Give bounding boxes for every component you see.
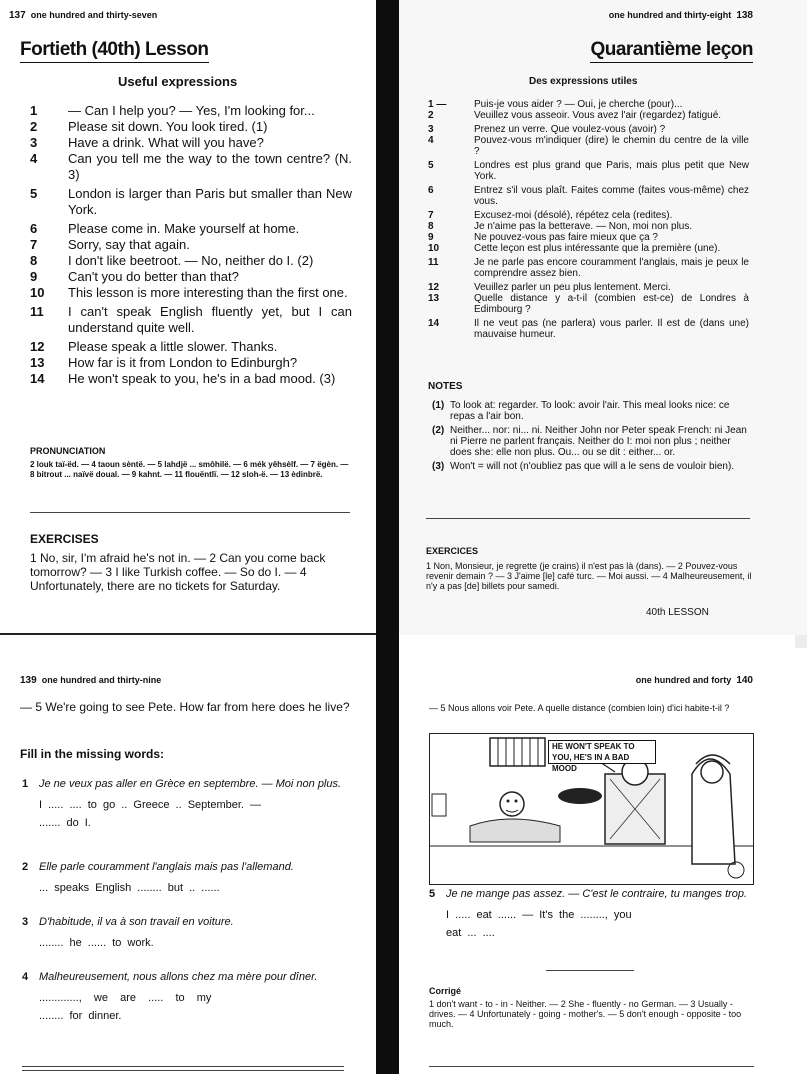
section-subtitle: Useful expressions: [118, 74, 238, 89]
list-item: 1 — Can I help you? — Yes, I'm looking for...: [30, 103, 315, 118]
note-item: (3) Won't = will not (n'oubliez pas que will a le sens de vouloir bien).: [432, 461, 735, 472]
exercices-heading: EXERCICES: [426, 546, 479, 556]
corrige-heading: Corrigé: [429, 986, 462, 996]
list-item: 2 Please sit down. You look tired. (1): [30, 119, 268, 134]
page-137: [0, 0, 376, 635]
list-item: 3 Have a drink. What will you have?: [30, 135, 264, 150]
divider: [546, 970, 634, 971]
list-item: 13 Quelle distance y a-t-il (combien est-ce) de Londres à Edimbourg ?: [428, 293, 749, 315]
lesson-tag: 40th LESSON: [646, 607, 709, 618]
page-number-words: one hundred and thirty-seven: [30, 10, 158, 20]
divider: [429, 1066, 754, 1067]
page-number: 139: [20, 675, 37, 686]
page-number-words: one hundred and thirty-nine: [41, 675, 162, 685]
exercise-intro: — 5 We're going to see Pete. How far from here does he live?: [20, 700, 350, 714]
blank-line: eat ... ....: [446, 927, 495, 939]
notes-list: [432, 400, 750, 475]
list-item: 6 Entrez s'il vous plaît. Faites comme (faites vous-même) chez vous.: [428, 185, 749, 207]
corrige-text: 1 don't want - to - in - Neither. — 2 She - fluently - no German. — 3 Usually - drives. — 4 Unfortunately - going - mother's. — 5 don't enough - opposite - too much.: [429, 999, 742, 1029]
page-bottom-edge: [0, 633, 376, 635]
cartoon-illustration: [429, 733, 754, 885]
list-item: 8 I don't like beetroot. — No, neither do I. (2): [30, 253, 314, 268]
list-item: 5 Londres est plus grand que Paris, mais plus petit que New York.: [428, 160, 749, 182]
book-gutter: [376, 0, 399, 1074]
list-item: 6 Please come in. Make yourself at home.: [30, 221, 300, 236]
speech-bubble: HE WON'T SPEAK TO YOU, HE'S IN A BAD MOOD: [548, 740, 656, 764]
exercises-heading: EXERCISES: [30, 532, 99, 546]
page-139: [0, 648, 376, 1074]
fill-item-2: 2 Elle parle couramment l'anglais mais pas l'allemand. ... speaks English ........ but .. ......: [22, 861, 347, 895]
page-number: 138: [736, 10, 753, 21]
blank-line: ........ for dinner.: [39, 1010, 122, 1022]
notes-heading: NOTES: [428, 381, 463, 392]
page-header-137: [9, 10, 157, 21]
page-number: 137: [9, 10, 26, 21]
section-subtitle-fr: Des expressions utiles: [529, 76, 638, 87]
list-item: 2 Veuillez vous asseoir. Vous avez l'air (regardez) fatigué.: [428, 110, 722, 121]
page-header-138: [609, 10, 753, 21]
page-number: 140: [736, 675, 753, 686]
fill-item-3: 3 D'habitude, il va à son travail en voiture. ........ he ...... to work.: [22, 916, 347, 950]
pronunciation-text: 2 louk taï-ëd. — 4 taoun sèntë. — 5 lahdjë ... smôhilë. — 6 mék yêhsèlf. — 7 ëgèn. — 8 bitrout ... naïvë doual. — 9 kahnt. — 11 flouëntlï. — 12 sloh-ë. — 13 èdinbrë.: [30, 460, 349, 479]
list-item: 14 He won't speak to you, he's in a bad mood. (3): [30, 371, 336, 386]
list-item: 11 Je ne parle pas encore couramment l'anglais, mais je peux le comprendre assez bien.: [428, 257, 749, 279]
divider: [426, 518, 750, 519]
blank-line: ....... do I.: [39, 817, 91, 829]
blank-line: I ..... eat ...... — It's the ........, you: [446, 909, 632, 921]
list-item: 12 Veuillez parler un peu plus lentement. Merci.: [428, 282, 671, 293]
list-item: 7 Sorry, say that again.: [30, 237, 190, 252]
list-item: 10 Cette leçon est plus intéressante que la première (une).: [428, 243, 721, 254]
list-item: 1 — Puis-je vous aider ? — Oui, je cherche (pour)...: [428, 99, 683, 110]
list-item: 13 How far is it from London to Edinburgh?: [30, 355, 298, 370]
list-item: 10 This lesson is more interesting than the first one.: [30, 285, 348, 300]
list-item: 7 Excusez-moi (désolé), répétez cela (redites).: [428, 210, 673, 221]
fill-heading: Fill in the missing words:: [20, 747, 165, 761]
divider: [30, 512, 350, 513]
page-header-139: [20, 675, 161, 686]
blank-line: ............., we are ..... to my: [39, 992, 212, 1004]
exercises-text: 1 No, sir, I'm afraid he's not in. — 2 Can you come back tomorrow? — 3 I like Turkish coffee. — So do I. — 4 Unfortunately, there are no tickets for Saturday.: [30, 551, 326, 593]
fill-item-5: 5 Je ne mange pas assez. — C'est le contraire, tu manges trop. I ..... eat ...... — It's the ........, you eat ... ....: [429, 888, 754, 940]
list-item: 4 Can you tell me the way to the town centre? (N. 3): [30, 151, 352, 182]
page-number-words: one hundred and forty: [635, 675, 732, 685]
list-item: 12 Please speak a little slower. Thanks.: [30, 339, 278, 354]
page-number-words: one hundred and thirty-eight: [608, 10, 732, 20]
expression-list-en: [30, 103, 352, 387]
divider: [22, 1070, 344, 1071]
blank-line: I ..... .... to go .. Greece .. September. —: [39, 799, 262, 811]
list-item: 4 Pouvez-vous m'indiquer (dire) le chemin du centre de la ville ?: [428, 135, 749, 157]
page-header-140: [636, 675, 753, 686]
list-item: 8 Je n'aime pas la betterave. — Non, moi non plus.: [428, 221, 693, 232]
exercices-text: 1 Non, Monsieur, je regrette (je crains) il n'est pas là (dans). — 2 Pouvez-vous revenir demain ? — 3 J'aime [le] café turc. — Moi aussi. — 4 Malheureusement, il n'y a pas [de] billets pour samedi.: [426, 561, 752, 591]
list-item: 9 Can't you do better than that?: [30, 269, 239, 284]
blank-line: ........ he ...... to work.: [39, 937, 154, 949]
fill-item-4: 4 Malheureusement, nous allons chez ma mère pour dîner. ............., we are ..... to my ........ for dinner.: [22, 971, 347, 1023]
note-item: (1) To look at: regarder. To look: avoir l'air. This meal looks nice: ce repas a l'air bon.: [432, 400, 730, 422]
list-item: 9 Ne pouvez-vous pas faire mieux que ça ?: [428, 232, 658, 243]
blank-line: ... speaks English ........ but .. ......: [39, 882, 220, 894]
fill-item-1: 1 Je ne veux pas aller en Grèce en septembre. — Moi non plus. I ..... .... to go .. Greece .. September. — ....... do I.: [22, 778, 347, 830]
lesson-title: Quarantième leçon: [590, 39, 753, 63]
list-item: 3 Prenez un verre. Que voulez-vous (avoir) ?: [428, 124, 666, 135]
list-item: 11 I can't speak English fluently yet, but I can understand quite well.: [30, 304, 352, 335]
lesson-title: Fortieth (40th) Lesson: [20, 39, 209, 63]
exercise-intro-fr: — 5 Nous allons voir Pete. A quelle distance (combien loin) d'ici habite-t-il ?: [429, 703, 730, 713]
pronunciation-heading: PRONUNCIATION: [30, 446, 106, 456]
expression-list-fr: [428, 99, 749, 340]
note-item: (2) Neither... nor: ni... ni. Neither John nor Peter speak French: ni Jean ni Pierre ne parlent français. Neither do I: moi non plus ; neither does she: elle non plus. Ou... ou se dit : either... or.: [432, 425, 747, 458]
list-item: 14 Il ne veut pas (ne parlera) vous parler. Il est de (dans une) mauvaise humeur.: [428, 318, 749, 340]
list-item: 5 London is larger than Paris but smaller than New York.: [30, 186, 352, 217]
divider: [22, 1066, 344, 1067]
